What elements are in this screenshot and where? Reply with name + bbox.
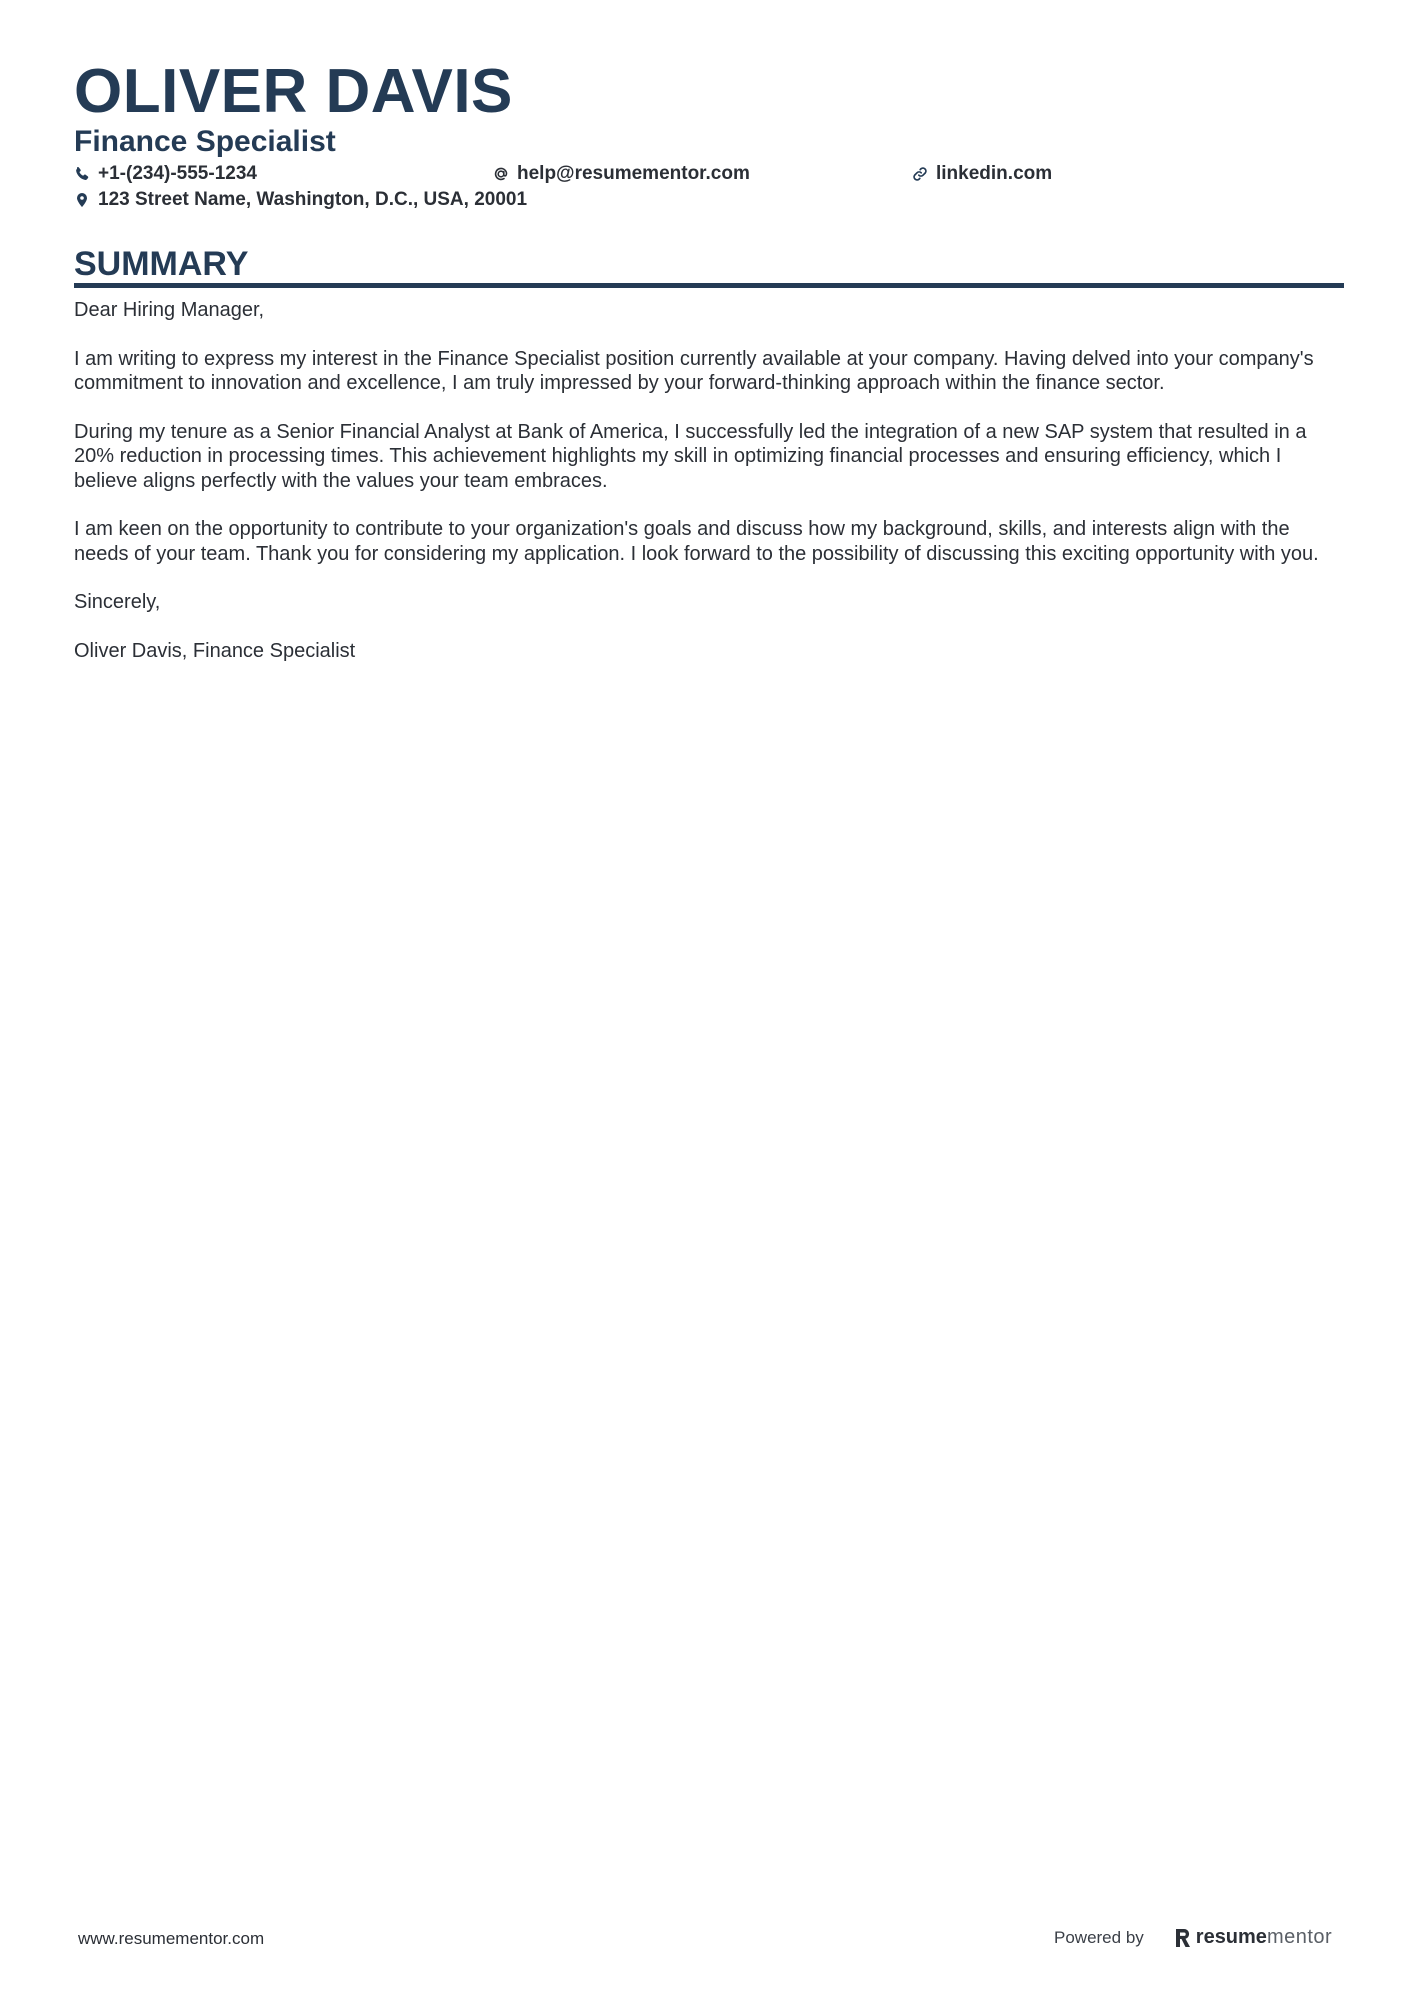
cover-letter-body	[74, 298, 1344, 687]
brand-name-part2: mentor	[1266, 1926, 1333, 1948]
letter-paragraph: I am writing to express my interest in the Finance Specialist position currently available at your company. Having delved into your company's commitment to innovation and excellence, I am truly impressed by your forward-thinking approach within the finance sector.	[74, 347, 1314, 394]
footer-website[interactable]: www.resumementor.com	[78, 1929, 265, 1948]
footer-powered-by	[1054, 1926, 1332, 1949]
contact-email[interactable]	[493, 162, 750, 186]
letter-paragraph: I am keen on the opportunity to contribute to your organization's goals and discuss how my background, skills, and interests align with the needs of your team. Thank you for considering my application. I look forward to the possibility of discussing this exciting opportunity with you.	[74, 518, 1319, 565]
candidate-name: OLIVER DAVIS	[74, 57, 513, 126]
link-icon	[912, 166, 928, 182]
location-pin-icon	[74, 192, 90, 208]
contact-phone	[74, 162, 257, 186]
powered-by-label: Powered by	[1054, 1927, 1144, 1947]
phone-text: +1-(234)-555-1234	[98, 163, 257, 184]
letter-paragraph: Oliver Davis, Finance Specialist	[74, 639, 356, 662]
link-text[interactable]: linkedin.com	[936, 163, 1053, 184]
candidate-role: Finance Specialist	[74, 125, 336, 158]
phone-icon	[74, 166, 90, 182]
letter-paragraph: Dear Hiring Manager,	[74, 299, 265, 321]
address-text: 123 Street Name, Washington, D.C., USA, 20001	[98, 189, 528, 210]
contact-link[interactable]	[912, 162, 1052, 186]
section-divider	[74, 283, 1344, 288]
email-text[interactable]: help@resumementor.com	[517, 163, 750, 184]
at-sign-icon	[493, 166, 509, 182]
letter-paragraph: During my tenure as a Senior Financial Analyst at Bank of America, I successfully led the integration of a new SAP system that resulted in a 20% reduction in processing times. This achievement highlights my skill in optimizing financial processes and ensuring efficiency, which I believe aligns perfectly with the values your team embraces.	[74, 420, 1307, 492]
section-title-summary: SUMMARY	[74, 245, 249, 283]
letter-paragraph: Sincerely,	[74, 591, 161, 613]
brand-logo[interactable]	[1174, 1926, 1332, 1949]
contact-address	[74, 188, 527, 212]
resumementor-logo-icon	[1174, 1927, 1192, 1949]
brand-name-part1: resume	[1195, 1926, 1267, 1948]
